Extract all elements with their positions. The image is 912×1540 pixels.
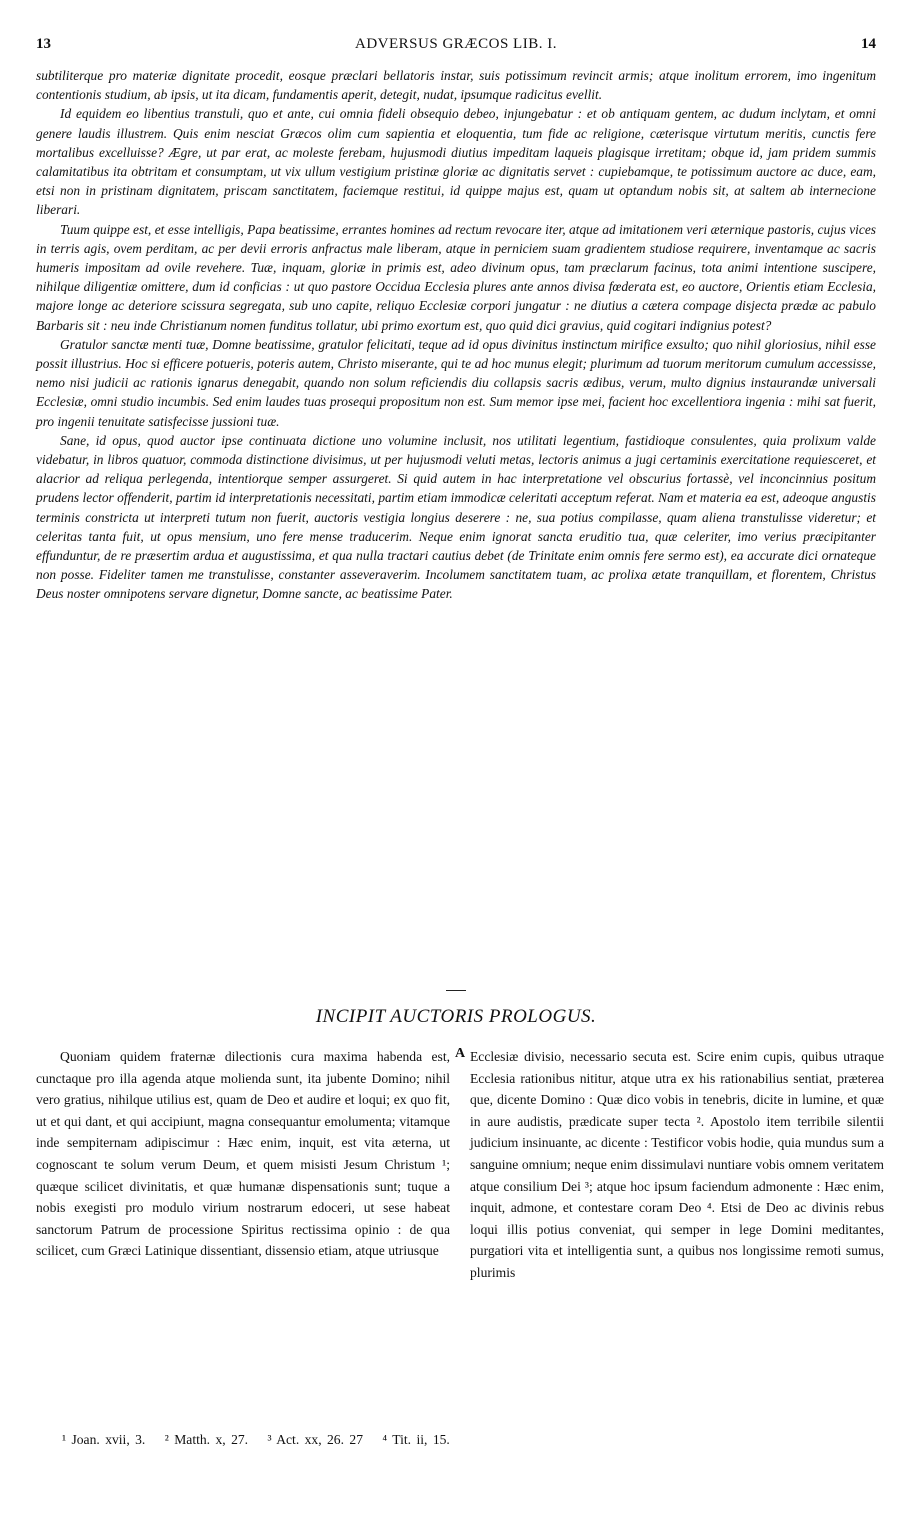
prologue-right-column — [470, 1046, 884, 1284]
footnotes — [62, 1432, 862, 1448]
footnote: ¹ Joan. xvii, 3. — [62, 1432, 146, 1447]
prologue-left-column — [36, 1046, 450, 1262]
prologue-title: INCIPIT AUCTORIS PROLOGUS. — [315, 1006, 597, 1027]
footnote: ³ Act. xx, 26. 27 — [267, 1432, 363, 1447]
footnote: ⁴ Tit. ii, 15. — [382, 1432, 450, 1447]
section-divider — [446, 990, 466, 991]
letter-paragraph: subtiliterque pro materiæ dignitate procedit, eosque præclari bellatoris instar, suis potissimum revincit armis; atque inolitum errorem, imo ingenitum contentionis studium, ab ipsis, ut ita dicam, fundamentis aperit, detegit, nudat, ipsumque radicitus evellit. — [36, 68, 876, 103]
letter-paragraph: Id equidem eo libentius transtuli, quo et ante, cui omnia fideli obsequio debeo, injungebatur : et ob antiquam gentem, ac dudum inclytam, et omni genere laudis illustrem. Quis enim nesciat Græcos olim cum sapientia et eloquentia, tum fide ac religione, cæterisque virtutum meritis, cunctis fere mortalibus excelluisse? Ægre, ut par erat, ac moleste ferebam, hujusmodi diutius impeditam laqueis plagisque irretitam; obque id, jam pridem summis calamitatibus ita obtritam et consumptam, ut vix ullum vestigium pristinæ gloriæ ac dignitatis servet : cupiebamque, te potissimum auctore ac duce, eam, etsi non in pristinam dignitatem, priscam sanctitatem, faciemque restitui, id quippe majus est, quam ut optandum nobis sit, at saltem ab internecione liberari. — [36, 106, 876, 218]
letter-paragraph: Sane, id opus, quod auctor ipse continuata dictione uno volumine inclusit, nos utilitati legentium, fastidioque consulentes, quia prolixum valde videbatur, in libros quatuor, commoda distinctione divisimus, ut per hujusmodi veluti metas, lectoris animus a jugi certaminis exercitatione requiesceret, et alacrior ad reliqua perlegenda, intentiorque semper assurgeret. Si quid autem in hac interpretatione vel obscurius fortassè, vel inconcinnius positum prudens lector offenderit, partim id interpretationis necessitati, partim etiam immodicæ celeritati acceptum referat. Nam et materia ea est, adeoque angustis terminis constricta ut interpreti tutum non fuerit, auctoris vestigia longius deserere : ne, sua potius compilasse, quam aliena transtulisse videretur; et celeritas tanta fuit, ut opus mensium, uno fere mense traducerim. Neque enim ignorat sancta eruditio tua, quæ celeriter, imo verius præcipitanter effunduntur, de re præsertim ardua et augustissima, et qua nulla tractari cautius debet (de Trinitate enim omnis fere sermo est), ea accurate dici ornateque non posse. Fideliter tamen me transtulisse, constanter asseveraverim. Incolumem sanctitatem tuam, ac prolixa ætate tranquillam, et florentem, Christus Deus noster omnipotens servare dignetur, Domne sancte, ac beatissime Pater. — [36, 432, 876, 602]
running-title: ADVERSUS GRÆCOS LIB. I. — [355, 36, 557, 52]
page-number-right: 14 — [861, 36, 876, 52]
prologue-right-text: Ecclesiæ divisio, necessario secuta est. Scire enim cupis, quibus utraque Ecclesia rationibus nititur, atque utra ex his rationabilius sentiat, præterea que, dicente Domino : Quæ dico vobis in tenebris, dicite in lumine, et quæ in aure audistis, prædicate super tecta ². Apostolo item terribile silentii judicium insinuante, ac dicente : Testificor vobis hodie, quia mundus sum a sanguine omnium; neque enim dissimulavi nuntiare vobis omnem veritatem atque consilium Dei ³; atque hoc ipsum faciendum admonente : Hæc enim, inquit, admone, et contestare coram Deo ⁴. Etsi de Deo ac divinis rebus loqui illis potius conveniat, qui semper in lege Domini meditantes, purgatiori vita et intelligentia sunt, a quibus nos longissime remoti sumus, plurimis — [470, 1049, 884, 1280]
column-marker: A — [455, 1046, 466, 1061]
letter-paragraph: Tuum quippe est, et esse intelligis, Papa beatissime, errantes homines ad rectum revocare iter, atque ad imitationem veri æternique pastoris, cujus vices in terris agis, ovem perditam, ac per devii erroris anfractus male liberam, atque in perniciem suam gradientem studiose requirere, inventamque ac sacris humeris impositam ad ovile revehere. Tuæ, inquam, gloriæ in primis est, adeo divinum opus, tam præclarum facinus, tota animi intentione suscipere, nihilque diligentiæ omittere, dum id conficias : ut quo pastore Occidua Ecclesia plures ante annos divisa fœderata est, eo auctore, Orientis etiam Ecclesia, majore longe ac deteriore scissura segregata, sub uno capite, reliquo Ecclesiæ corpori jungatur : ne diutius a cætera compage disjecta prædæ ac pabulo Barbaris sit : neu inde Christianum nomen funditus tollatur, ubi primo exortum est, quo quid dici gravius, quid cogitari indignius potest? — [36, 221, 876, 333]
page-number-left: 13 — [36, 36, 51, 52]
letter-paragraph: Gratulor sanctæ menti tuæ, Domne beatissime, gratulor felicitati, teque ad id opus divinitus instinctum mirifice exsulto; quo nihil gloriosius, nihil esse possit illustrius. Hoc si efficere potueris, poteris autem, Christo miserante, qui te ad hoc munus elegit; plurimum ad tuorum meritorum cumulum accessisse, nemo nisi judicii ac rationis ignarus denegabit, quando non solum reficiendis diu collapsis sacris ædibus, verum, multo dignius instaurandæ universali Ecclesiæ, omni studio incumbis. Sed enim laudes tuas prosequi propositum non est. Sum memor ipse mei, facient hoc excellentiora ingenia : mihi sat fuerit, pro ingenii tenuitate satisfecisse jussioni tuæ. — [36, 336, 876, 429]
dedication-letter — [36, 66, 876, 604]
footnote: ² Matth. x, 27. — [164, 1432, 249, 1447]
prologue-left-text: Quoniam quidem fraternæ dilectionis cura maxima habenda est, cunctaque pro illa agenda atque molienda sunt, ita jubente Domino; nihil vero gratius, nihilque utilius est, quam de Deo et audire et loqui; ex quo fit, ut et qui dant, et qui accipiunt, magna consequantur emolumenta; vitamque inde sempiternam adipiscimur : Hæc enim, inquit, est vita æterna, ut cognoscant te solum verum Deum, et quem misisti Jesum Christum ¹; quæque scilicet divinitatis, et quæ humanæ dispensationis sunt; tuque a nobis exegisti pro modulo virium nostrarum edoceri, ut sese habeat sanctorum Patrum de processione Spiritus rectissima opinio : de qua scilicet, cum Græci Latinique dissentiant, dissensio etiam, atque utriusque — [36, 1049, 450, 1259]
running-header — [36, 36, 876, 56]
